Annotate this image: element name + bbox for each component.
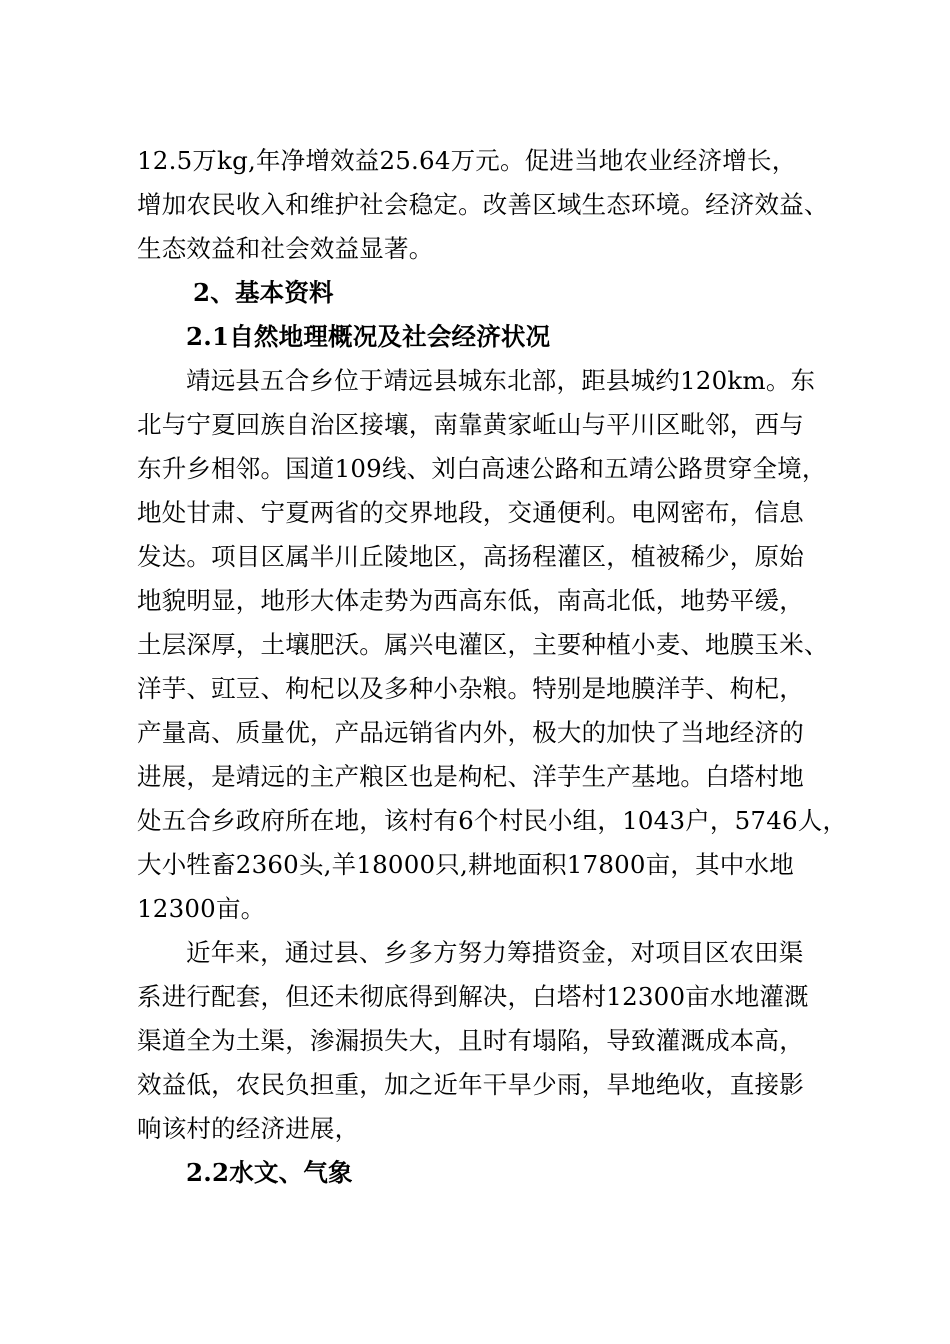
body-line: 处五合乡政府所在地，该村有6个村民小组，1043户，5746人， [137, 806, 848, 835]
body-line: 12300亩。 [137, 894, 266, 923]
body-line: 生态效益和社会效益显著。 [137, 234, 434, 263]
paragraph-first-line: 近年来，通过县、乡多方努力筹措资金，对项目区农田渠 [186, 938, 804, 967]
body-line: 增加农民收入和维护社会稳定。改善区域生态环境。经济效益、 [137, 190, 829, 219]
section-heading: 2、基本资料 [193, 278, 334, 307]
body-line: 地貌明显，地形大体走势为西高东低，南高北低，地势平缓， [137, 586, 804, 615]
subsection-heading: 2.1自然地理概况及社会经济状况 [186, 322, 551, 351]
body-line: 系进行配套，但还未彻底得到解决，白塔村12300亩水地灌溉 [137, 982, 809, 1011]
body-line: 土层深厚，土壤肥沃。属兴电灌区，主要种植小麦、地膜玉米、 [137, 630, 829, 659]
body-line: 渠道全为土渠，渗漏损失大，且时有塌陷，导致灌溉成本高， [137, 1026, 804, 1055]
body-line: 效益低，农民负担重，加之近年干旱少雨，旱地绝收，直接影 [137, 1070, 804, 1099]
body-line: 12.5万kg,年净增效益25.64万元。促进当地农业经济增长， [137, 146, 797, 175]
body-line: 地处甘肃、宁夏两省的交界地段，交通便利。电网密布，信息 [137, 498, 804, 527]
subsection-heading: 2.2水文、气象 [186, 1158, 353, 1187]
body-line: 北与宁夏回族自治区接壤，南靠黄家岴山与平川区毗邻，西与 [137, 410, 804, 439]
body-line: 响该村的经济进展， [137, 1114, 360, 1143]
body-line: 发达。项目区属半川丘陵地区，高扬程灌区，植被稀少，原始 [137, 542, 804, 571]
body-line: 大小牲畜2360头,羊18000只,耕地面积17800亩，其中水地 [137, 850, 794, 879]
paragraph-first-line: 靖远县五合乡位于靖远县城东北部，距县城约120km。东 [186, 366, 816, 395]
body-line: 洋芋、豇豆、枸杞以及多种小杂粮。特别是地膜洋芋、枸杞， [137, 674, 804, 703]
body-line: 进展，是靖远的主产粮区也是枸杞、洋芋生产基地。白塔村地 [137, 762, 804, 791]
body-line: 东升乡相邻。国道109线、刘白高速公路和五靖公路贯穿全境， [137, 454, 827, 483]
body-line: 产量高、质量优，产品远销省内外，极大的加快了当地经济的 [137, 718, 804, 747]
